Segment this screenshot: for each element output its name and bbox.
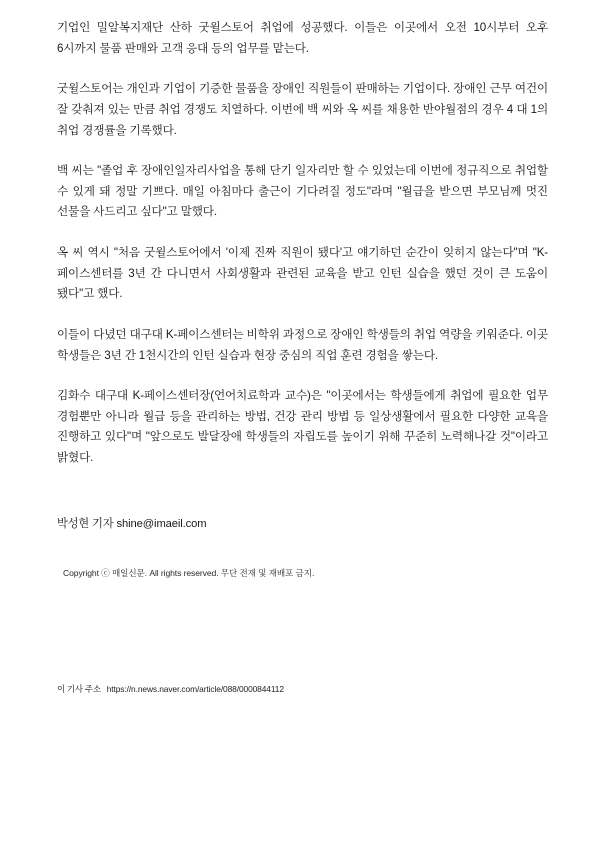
copyright-notice: Copyright ⓒ 매일신문. All rights reserved. 무단 전재 및 재배포 금지. xyxy=(63,567,315,578)
article-byline: 박성현 기자 shine@imaeil.com xyxy=(57,517,207,530)
source-url-link[interactable]: https://n.news.naver.com/article/088/0000844112 xyxy=(106,684,284,694)
article-paragraph: 굿윌스토어는 개인과 기업이 기증한 물품을 장애인 직원들이 판매하는 기업이다. 장애인 근무 여건이 잘 갖춰져 있는 만큼 취업 경쟁도 치열하다. 이번에 백 씨와 옥 씨를 채용한 반야월점의 경우 4 대 1의 취업 경쟁률을 기록했다. xyxy=(57,82,548,137)
article-paragraph: 옥 씨 역시 "처음 굿윌스토어에서 '이제 진짜 직원이 됐다'고 얘기하던 순간이 잊히지 않는다"며 "K-페이스센터를 3년 간 다니면서 사회생활과 관련된 교육을 받고 인턴 실습을 했던 것이 큰 도움이 됐다"고 했다. xyxy=(57,246,548,301)
article-paragraph: 김화수 대구대 K-페이스센터장(언어치료학과 교수)은 "이곳에서는 학생들에게 취업에 필요한 업무 경험뿐만 아니라 월급 등을 관리하는 방법, 건강 관리 방법 등 일상생활에서 필요한 다양한 교육을 진행하고 있다"며 "앞으로도 발달장애 학생들의 자립도를 높이기 위해 꾸준히 노력해나갈 것"이라고 밝혔다. xyxy=(57,389,548,464)
article-paragraph: 이들이 다녔던 대구대 K-페이스센터는 비학위 과정으로 장애인 학생들의 취업 역량을 키워준다. 이곳 학생들은 3년 간 1천시간의 인턴 실습과 현장 중심의 직업 훈련 경험을 쌓는다. xyxy=(57,327,548,362)
source-link-row xyxy=(57,683,284,695)
source-label: 이 기사 주소 xyxy=(57,684,101,694)
article-body xyxy=(57,18,548,469)
article-paragraph: 백 씨는 "졸업 후 장애인일자리사업을 통해 단기 일자리만 할 수 있었는데 이번에 정규직으로 취업할 수 있게 돼 정말 기쁘다. 매일 아침마다 출근이 기다려질 정도"라며 "월급을 받으면 부모님께 멋진 선물을 사드리고 싶다"고 말했다. xyxy=(57,164,548,219)
article-paragraph: 기업인 밀알복지재단 산하 굿윌스토어 취업에 성공했다. 이들은 이곳에서 오전 10시부터 오후 6시까지 물품 판매와 고객 응대 등의 업무를 맡는다. xyxy=(57,21,548,55)
